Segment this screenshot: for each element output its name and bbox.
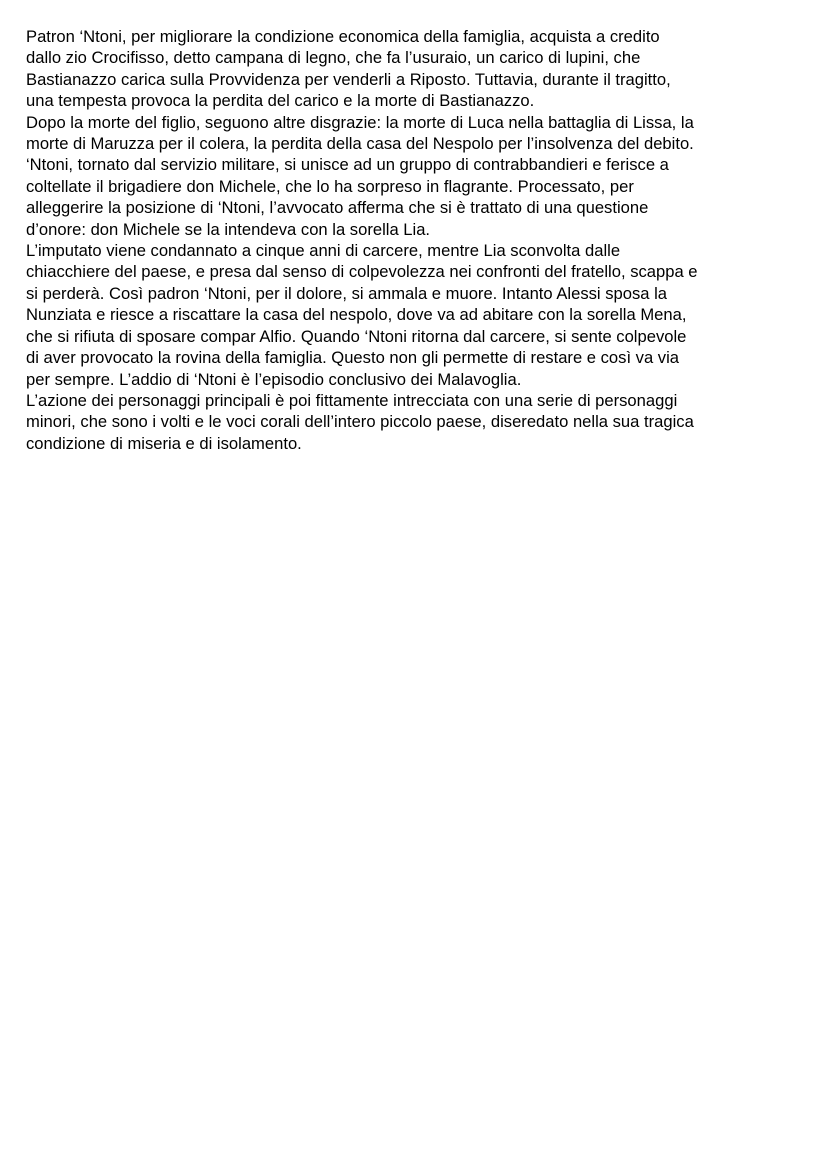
text-line: Patron ‘Ntoni, per migliorare la condizione economica della famiglia, acquista a credito [26, 27, 660, 46]
text-line: d’onore: don Michele se la intendeva con la sorella Lia. [26, 219, 431, 239]
text-line: coltellate il brigadiere don Michele, che lo ha sorpreso in flagrante. Processato, per [26, 176, 634, 196]
text-line: condizione di miseria e di isolamento. [26, 433, 302, 453]
text-line: si perderà. Così padron ‘Ntoni, per il dolore, si ammala e muore. Intanto Alessi sposa la [26, 283, 668, 303]
text-line: una tempesta provoca la perdita del carico e la morte di Bastianazzo. [26, 91, 535, 111]
document-body [26, 26, 816, 454]
text-line: di aver provocato la rovina della famiglia. Questo non gli permette di restare e così va via [26, 348, 680, 368]
text-line: dallo zio Crocifisso, detto campana di legno, che fa l’usuraio, un carico di lupini, che [26, 48, 641, 68]
text-line: minori, che sono i volti e le voci corali dell’intero piccolo paese, diseredato nella sua tragica [26, 412, 694, 432]
text-line: alleggerire la posizione di ‘Ntoni, l’avvocato afferma che si è trattato di una questione [26, 198, 649, 218]
text-line: Bastianazzo carica sulla Provvidenza per venderli a Riposto. Tuttavia, durante il tragitto, [26, 69, 671, 89]
text-line: che si rifiuta di sposare compar Alfio. Quando ‘Ntoni ritorna dal carcere, si sente colpevole [26, 326, 687, 346]
text-line: ‘Ntoni, tornato dal servizio militare, si unisce ad un gruppo di contrabbandieri e ferisce a [26, 155, 669, 175]
text-line: Dopo la morte del figlio, seguono altre disgrazie: la morte di Luca nella battaglia di Lissa, la [26, 112, 694, 132]
text-line: chiacchiere del paese, e presa dal senso di colpevolezza nei confronti del fratello, scappa e [26, 262, 698, 282]
text-line: morte di Maruzza per il colera, la perdita della casa del Nespolo per l’insolvenza del debito. [26, 134, 694, 154]
text-line: L’imputato viene condannato a cinque anni di carcere, mentre Lia sconvolta dalle [26, 241, 621, 261]
text-line: Nunziata e riesce a riscattare la casa del nespolo, dove va ad abitare con la sorella Mena, [26, 305, 687, 325]
text-line: per sempre. L’addio di ‘Ntoni è l’episodio conclusivo dei Malavoglia. [26, 369, 522, 389]
text-line: L’azione dei personaggi principali è poi fittamente intrecciata con una serie di personaggi [26, 390, 678, 410]
